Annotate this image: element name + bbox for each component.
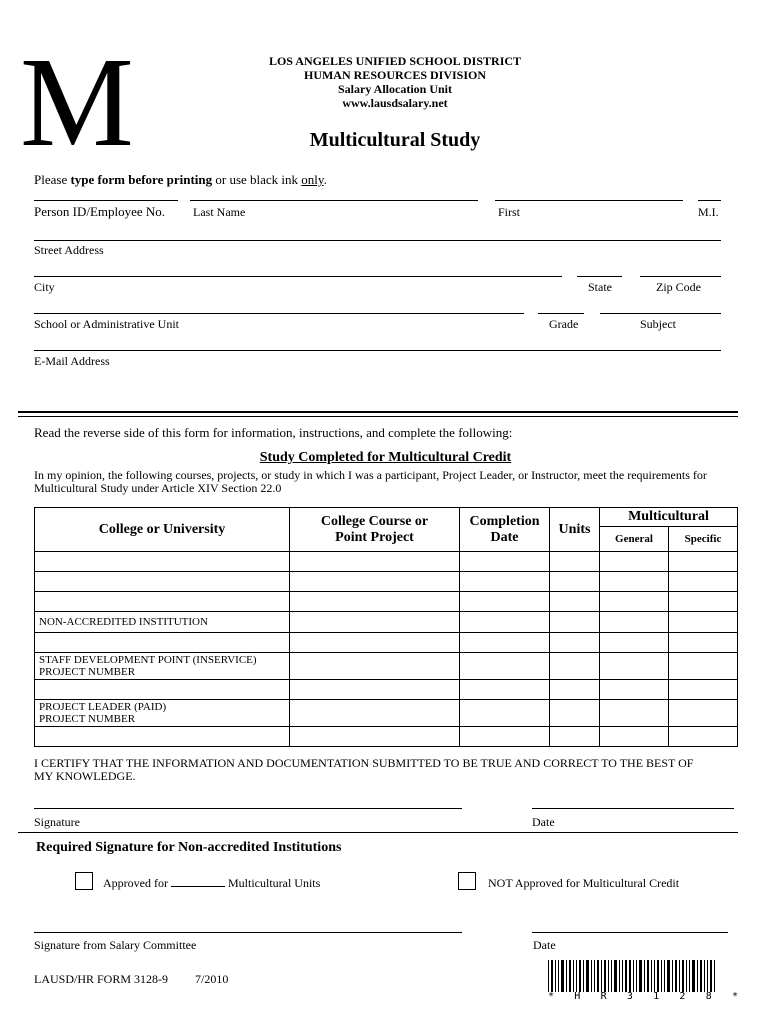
unit-name: Salary Allocation Unit — [337, 82, 452, 96]
city-line[interactable] — [34, 276, 562, 277]
barcode — [548, 960, 738, 992]
barcode-bar — [654, 960, 655, 992]
barcode-bar — [555, 960, 556, 992]
page-title: Multicultural Study — [309, 129, 481, 151]
barcode-bar — [689, 960, 690, 992]
last-name-label: Last Name — [193, 205, 246, 219]
barcode-bar — [633, 960, 634, 992]
specific-header: Specific — [669, 527, 738, 552]
study-heading: Study Completed for Multicultural Credit — [259, 450, 512, 465]
not-approved-label: NOT Approved for Multicultural Credit — [488, 876, 680, 890]
completion-header: Completion Date — [460, 508, 550, 552]
table-row[interactable] — [35, 552, 738, 572]
barcode-bar — [647, 960, 649, 992]
table-row-non-accredited[interactable] — [35, 612, 738, 633]
barcode-bar — [710, 960, 712, 992]
courses-table — [34, 507, 738, 747]
barcode-bar — [629, 960, 631, 992]
barcode-bar — [561, 960, 564, 992]
state-label: State — [588, 280, 612, 294]
barcode-bar — [548, 960, 549, 992]
barcode-bar — [614, 960, 617, 992]
barcode-bar — [586, 960, 589, 992]
college-header: College or University — [35, 508, 290, 552]
table-row-staff-development[interactable] — [35, 653, 738, 680]
table-row[interactable] — [35, 727, 738, 747]
barcode-bar — [707, 960, 708, 992]
table-header-row — [35, 508, 738, 527]
barcode-bar — [644, 960, 645, 992]
opinion-line-1: In my opinion, the following courses, projects, or study in which I was a participant, Project Leader, or Instructor, meet the requirements for — [34, 468, 707, 482]
table-row[interactable] — [35, 572, 738, 592]
last-name-line[interactable] — [190, 200, 478, 201]
barcode-bar — [692, 960, 695, 992]
table-row[interactable] — [35, 592, 738, 612]
barcode-bar — [679, 960, 680, 992]
barcode-bar — [591, 960, 592, 992]
units-header: Units — [550, 508, 600, 552]
state-line[interactable] — [577, 276, 622, 277]
zip-label: Zip Code — [656, 280, 701, 294]
barcode-bar — [682, 960, 684, 992]
not-approved-checkbox[interactable] — [458, 872, 476, 890]
barcode-bar — [608, 960, 609, 992]
website: www.lausdsalary.net — [342, 96, 448, 110]
barcode-bar — [573, 960, 574, 992]
barcode-bar — [686, 960, 687, 992]
print-instructions: Please type form before printing or use black ink only. — [34, 172, 327, 187]
barcode-bar — [619, 960, 620, 992]
signature-line[interactable] — [34, 808, 462, 809]
school-label: School or Administrative Unit — [34, 317, 179, 331]
section-divider-bottom — [18, 416, 738, 417]
grade-line[interactable] — [538, 313, 584, 314]
approved-units-blank[interactable] — [171, 876, 225, 887]
street-label: Street Address — [34, 243, 104, 257]
street-line[interactable] — [34, 240, 721, 241]
logo-letter: M — [20, 31, 134, 173]
person-id-label: Person ID/Employee No. — [34, 204, 166, 219]
barcode-bar — [579, 960, 581, 992]
mi-line[interactable] — [698, 200, 721, 201]
staff-development-label: STAFF DEVELOPMENT POINT (INSERVICE) PROJECT NUMBER — [35, 653, 290, 680]
barcode-bar — [700, 960, 702, 992]
school-line[interactable] — [34, 313, 524, 314]
barcode-bar — [594, 960, 595, 992]
barcode-bar — [664, 960, 665, 992]
first-name-line[interactable] — [495, 200, 683, 201]
form-date: 7/2010 — [195, 972, 229, 986]
date-line[interactable] — [532, 808, 734, 809]
committee-date-line[interactable] — [532, 932, 728, 933]
barcode-bar — [566, 960, 567, 992]
zip-line[interactable] — [640, 276, 721, 277]
date-label: Date — [532, 815, 555, 829]
subject-label: Subject — [640, 317, 676, 331]
barcode-bar — [667, 960, 670, 992]
committee-signature-label: Signature from Salary Committee — [34, 938, 197, 952]
barcode-bar — [672, 960, 673, 992]
grade-label: Grade — [549, 317, 579, 331]
barcode-bar — [583, 960, 584, 992]
mi-label: M.I. — [698, 205, 719, 219]
multicultural-header: Multicultural — [600, 508, 738, 527]
barcode-text: * H R 3 1 2 8 * — [548, 991, 738, 1002]
read-reverse-note: Read the reverse side of this form for information, instructions, and complete the following: — [34, 425, 513, 440]
city-label: City — [34, 280, 55, 294]
barcode-bar — [569, 960, 571, 992]
district-name: LOS ANGELES UNIFIED SCHOOL DISTRICT — [268, 54, 522, 68]
section-divider-top — [18, 411, 738, 413]
non-accredited-label: NON-ACCREDITED INSTITUTION — [35, 612, 290, 633]
form-number: LAUSD/HR FORM 3128-9 — [34, 972, 169, 986]
barcode-bar — [625, 960, 627, 992]
first-name-label: First — [498, 205, 521, 219]
barcode-bar — [639, 960, 642, 992]
table-row[interactable] — [35, 633, 738, 653]
non-accredited-heading: Required Signature for Non-accredited Institutions — [36, 840, 342, 855]
approved-label: Approved for Multicultural Units — [103, 876, 321, 890]
certify-line-1: I CERTIFY THAT THE INFORMATION AND DOCUMENTATION SUBMITTED TO BE TRUE AND CORRECT TO THE BEST OF — [34, 756, 694, 770]
project-leader-label: PROJECT LEADER (PAID) PROJECT NUMBER — [35, 700, 290, 727]
email-label: E-Mail Address — [34, 354, 110, 368]
barcode-bar — [551, 960, 553, 992]
certify-divider — [18, 832, 738, 833]
barcode-bar — [704, 960, 705, 992]
committee-signature-line[interactable] — [34, 932, 462, 933]
general-header: General — [600, 527, 669, 552]
opinion-line-2: Multicultural Study under Article XIV Section 22.0 — [34, 481, 282, 495]
barcode-bar — [697, 960, 698, 992]
person-id-line[interactable] — [34, 200, 178, 201]
table-row-project-leader[interactable] — [35, 700, 738, 727]
barcode-bar — [657, 960, 659, 992]
barcode-bar — [597, 960, 599, 992]
email-line[interactable] — [34, 350, 721, 351]
barcode-bar — [714, 960, 715, 992]
course-header: College Course or Point Project — [290, 508, 460, 552]
barcode-bar — [601, 960, 602, 992]
table-row[interactable] — [35, 680, 738, 700]
committee-date-label: Date — [533, 938, 556, 952]
barcode-bar — [558, 960, 559, 992]
certify-line-2: MY KNOWLEDGE. — [34, 769, 136, 783]
barcode-bar — [661, 960, 662, 992]
division-name: HUMAN RESOURCES DIVISION — [303, 68, 487, 82]
subject-line[interactable] — [600, 313, 721, 314]
barcode-bar — [604, 960, 606, 992]
barcode-bar — [611, 960, 612, 992]
barcode-bar — [675, 960, 677, 992]
signature-label: Signature — [34, 815, 80, 829]
approved-checkbox[interactable] — [75, 872, 93, 890]
barcode-bar — [576, 960, 577, 992]
barcode-bar — [622, 960, 623, 992]
barcode-bar — [651, 960, 652, 992]
barcode-bar — [636, 960, 637, 992]
